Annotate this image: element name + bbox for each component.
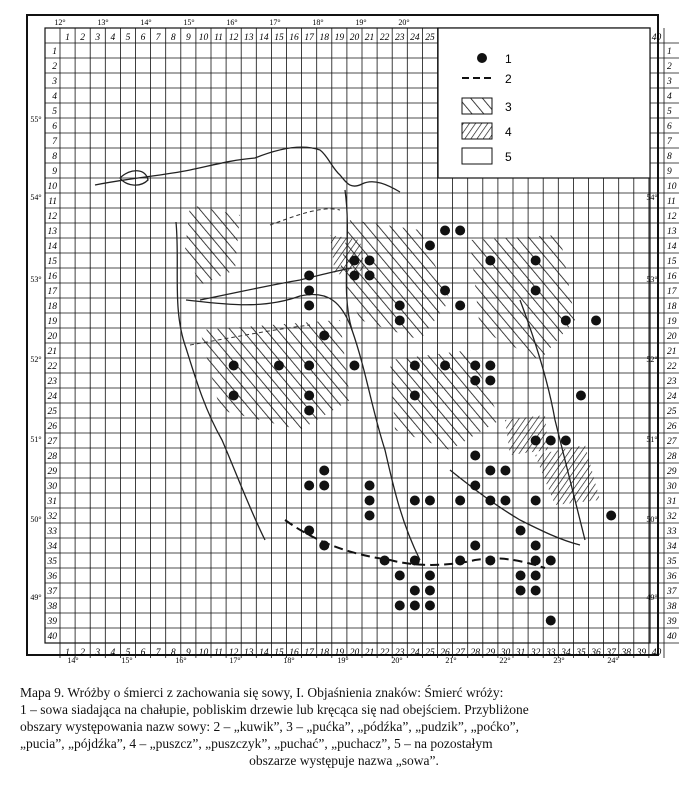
row-label-left: 18 bbox=[47, 302, 57, 312]
death-omen-point bbox=[531, 496, 541, 506]
row-label-right: 23 bbox=[667, 377, 677, 387]
column-label-top: 1 bbox=[65, 33, 70, 43]
column-label-top: 16 bbox=[289, 33, 299, 43]
latitude-label-right: 49° bbox=[646, 593, 658, 602]
row-label-left: 22 bbox=[47, 362, 57, 372]
longitude-label-bottom: 18° bbox=[283, 656, 295, 665]
column-label-top: 25 bbox=[425, 33, 435, 43]
column-label-bottom: 16 bbox=[289, 648, 299, 658]
column-label-bottom: 39 bbox=[636, 648, 647, 658]
row-label-right: 34 bbox=[667, 542, 677, 552]
column-label-bottom: 2 bbox=[80, 648, 86, 658]
row-label-left: 5 bbox=[52, 107, 57, 117]
death-omen-point bbox=[470, 451, 480, 461]
row-label-left: 32 bbox=[47, 512, 57, 522]
death-omen-point bbox=[561, 316, 571, 326]
row-label-left: 15 bbox=[47, 257, 57, 267]
death-omen-point bbox=[546, 436, 556, 446]
death-omen-point bbox=[365, 271, 375, 281]
death-omen-point bbox=[485, 556, 495, 566]
row-label-right: 39 bbox=[667, 617, 677, 627]
column-label-bottom: 21 bbox=[364, 648, 375, 658]
row-label-right: 18 bbox=[667, 302, 677, 312]
legend-label-1: 1 bbox=[505, 52, 512, 66]
column-label-bottom: 40 bbox=[651, 648, 662, 658]
row-label-left: 37 bbox=[47, 587, 57, 597]
death-omen-point bbox=[425, 601, 435, 611]
longitude-label-top: 16° bbox=[226, 18, 238, 27]
row-label-right: 12 bbox=[667, 212, 677, 222]
column-label-top: 18 bbox=[319, 33, 329, 43]
death-omen-point bbox=[531, 256, 541, 266]
death-omen-point bbox=[425, 241, 435, 251]
row-label-right: 8 bbox=[667, 152, 672, 162]
column-label-top: 15 bbox=[274, 33, 284, 43]
death-omen-point bbox=[531, 541, 541, 551]
row-label-left: 4 bbox=[52, 92, 57, 102]
column-label-bottom: 12 bbox=[228, 648, 239, 658]
column-label-top: 17 bbox=[304, 33, 314, 43]
column-label-bottom: 24 bbox=[410, 648, 420, 658]
row-label-left: 13 bbox=[47, 227, 57, 237]
death-omen-point bbox=[485, 361, 495, 371]
death-omen-point bbox=[365, 511, 375, 521]
legend-label-5: 5 bbox=[505, 150, 512, 164]
latitude-label-left: 52° bbox=[30, 355, 42, 364]
latitude-label-right: 51° bbox=[646, 435, 658, 444]
longitude-label-top: 20° bbox=[398, 18, 410, 27]
row-label-left: 21 bbox=[47, 347, 57, 357]
row-label-right: 22 bbox=[667, 362, 677, 372]
caption-line-4: „pucia”, „pójdźka”, 4 – „puszcz”, „puszczyk”, „puchać”, „puchacz”, 5 – na pozostałym bbox=[20, 736, 493, 751]
column-label-top: 24 bbox=[410, 33, 420, 43]
legend-item-3 bbox=[462, 98, 512, 114]
death-omen-point bbox=[546, 616, 556, 626]
column-label-bottom: 25 bbox=[425, 648, 435, 658]
row-label-right: 31 bbox=[667, 497, 677, 507]
row-label-left: 33 bbox=[47, 527, 57, 537]
column-label-bottom: 30 bbox=[500, 648, 511, 658]
death-omen-point bbox=[319, 466, 329, 476]
death-omen-point bbox=[531, 586, 541, 596]
column-label-bottom: 4 bbox=[110, 648, 116, 658]
death-omen-point bbox=[516, 526, 526, 536]
row-label-right: 32 bbox=[667, 512, 677, 522]
row-label-left: 40 bbox=[47, 632, 57, 642]
death-omen-point bbox=[349, 256, 359, 266]
death-omen-point bbox=[304, 481, 314, 491]
death-omen-point bbox=[440, 226, 450, 236]
longitude-label-top: 17° bbox=[269, 18, 281, 27]
row-label-right: 15 bbox=[667, 257, 677, 267]
area-3-west bbox=[185, 205, 240, 285]
column-label-bottom: 28 bbox=[470, 648, 480, 658]
column-label-top: 4 bbox=[110, 33, 116, 43]
death-omen-point bbox=[304, 406, 314, 416]
death-omen-point bbox=[395, 571, 405, 581]
death-omen-point bbox=[410, 496, 420, 506]
row-label-left: 35 bbox=[47, 557, 57, 567]
column-label-bottom: 22 bbox=[379, 648, 390, 658]
column-label-bottom: 17 bbox=[304, 648, 314, 658]
row-label-left: 23 bbox=[47, 377, 57, 387]
row-label-left: 19 bbox=[47, 317, 57, 327]
death-omen-point bbox=[395, 601, 405, 611]
death-omen-point bbox=[410, 601, 420, 611]
caption-line-3: obszary występowania nazw sowy: 2 – „kuwik”, 3 – „pućka”, „pódźka”, „pudzik”, „poćko”, bbox=[20, 719, 519, 734]
longitude-label-bottom: 15° bbox=[121, 656, 133, 665]
longitude-label-bottom: 20° bbox=[391, 656, 403, 665]
death-omen-point bbox=[395, 316, 405, 326]
longitude-label-bottom: 19° bbox=[337, 656, 349, 665]
row-label-right: 11 bbox=[667, 197, 676, 207]
longitude-label-bottom: 24° bbox=[607, 656, 619, 665]
row-label-left: 36 bbox=[47, 572, 57, 582]
row-label-right: 25 bbox=[667, 407, 677, 417]
death-omen-point bbox=[500, 496, 510, 506]
column-label-bottom: 36 bbox=[591, 648, 601, 658]
row-label-right: 35 bbox=[667, 557, 677, 567]
row-label-left: 34 bbox=[47, 542, 57, 552]
area-3-east bbox=[470, 235, 575, 360]
row-label-right: 3 bbox=[667, 77, 672, 87]
death-omen-point bbox=[425, 571, 435, 581]
caption-line-1: Mapa 9. Wróżby o śmierci z zachowania się sowy, I. Objaśnienia znaków: Śmierć wróży: bbox=[20, 685, 504, 700]
row-label-right: 24 bbox=[667, 392, 677, 402]
column-label-bottom: 1 bbox=[65, 648, 70, 658]
longitude-label-top: 14° bbox=[140, 18, 152, 27]
death-omen-point bbox=[304, 271, 314, 281]
death-omen-point bbox=[576, 391, 586, 401]
legend-label-3: 3 bbox=[505, 100, 512, 114]
column-label-top: 11 bbox=[214, 33, 223, 43]
death-omen-point bbox=[485, 496, 495, 506]
baltic-coastline bbox=[95, 147, 400, 192]
row-label-right: 5 bbox=[667, 107, 672, 117]
death-omen-point bbox=[349, 271, 359, 281]
row-label-right: 9 bbox=[667, 167, 672, 177]
latitude-label-left: 54° bbox=[30, 193, 42, 202]
map-caption bbox=[20, 684, 668, 769]
row-label-right: 21 bbox=[667, 347, 677, 357]
column-label-bottom: 34 bbox=[561, 648, 571, 658]
row-label-right: 4 bbox=[667, 92, 672, 102]
latitude-label-right: 50° bbox=[646, 515, 658, 524]
longitude-label-bottom: 17° bbox=[229, 656, 241, 665]
death-omen-point bbox=[410, 361, 420, 371]
death-omen-point bbox=[319, 481, 329, 491]
column-label-bottom: 23 bbox=[395, 648, 405, 658]
row-label-right: 14 bbox=[667, 242, 677, 252]
row-label-right: 40 bbox=[667, 632, 677, 642]
latitude-label-right: 53° bbox=[646, 275, 658, 284]
legend-symbol-empty bbox=[462, 148, 492, 164]
column-label-top: 21 bbox=[364, 33, 375, 43]
longitude-label-top: 13° bbox=[97, 18, 109, 27]
column-label-bottom: 13 bbox=[244, 648, 254, 658]
row-label-right: 17 bbox=[667, 287, 677, 297]
row-label-left: 6 bbox=[52, 122, 57, 132]
column-label-bottom: 29 bbox=[485, 648, 496, 658]
column-label-top: 8 bbox=[170, 33, 176, 43]
column-label-top: 40 bbox=[651, 33, 662, 43]
row-label-left: 14 bbox=[47, 242, 57, 252]
row-label-left: 1 bbox=[52, 47, 57, 57]
area-4-southeast bbox=[535, 445, 600, 505]
latitude-label-right: 52° bbox=[646, 355, 658, 364]
death-omen-point bbox=[440, 361, 450, 371]
row-label-right: 36 bbox=[667, 572, 677, 582]
longitude-label-bottom: 16° bbox=[175, 656, 187, 665]
column-label-bottom: 32 bbox=[530, 648, 541, 658]
row-label-left: 3 bbox=[52, 77, 57, 87]
column-label-top: 20 bbox=[349, 33, 360, 43]
death-omen-point bbox=[304, 391, 314, 401]
row-label-right: 26 bbox=[667, 422, 677, 432]
death-omen-point bbox=[455, 496, 465, 506]
column-label-bottom: 20 bbox=[349, 648, 360, 658]
row-label-right: 13 bbox=[667, 227, 677, 237]
row-label-left: 24 bbox=[47, 392, 57, 402]
legend-symbol-hatch-dense bbox=[462, 123, 492, 139]
death-omen-point bbox=[410, 391, 420, 401]
legend bbox=[438, 28, 650, 178]
latitude-label-left: 55° bbox=[30, 115, 42, 124]
death-omen-point bbox=[440, 286, 450, 296]
row-label-left: 25 bbox=[47, 407, 57, 417]
death-omen-point bbox=[410, 556, 420, 566]
row-label-left: 20 bbox=[47, 332, 57, 342]
latitude-label-left: 49° bbox=[30, 593, 42, 602]
longitude-label-top: 12° bbox=[54, 18, 66, 27]
column-label-bottom: 10 bbox=[198, 648, 209, 658]
death-omen-point bbox=[365, 256, 375, 266]
row-label-right: 16 bbox=[667, 272, 677, 282]
row-label-left: 30 bbox=[47, 482, 57, 492]
column-label-bottom: 5 bbox=[125, 648, 131, 658]
row-label-left: 2 bbox=[52, 62, 57, 72]
death-omen-point bbox=[485, 376, 495, 386]
longitude-label-bottom: 21° bbox=[445, 656, 457, 665]
death-omen-point bbox=[304, 286, 314, 296]
latitude-label-left: 53° bbox=[30, 275, 42, 284]
death-omen-point bbox=[319, 541, 329, 551]
column-label-bottom: 18 bbox=[319, 648, 329, 658]
legend-symbol-hatch-sparse bbox=[462, 98, 492, 114]
death-omen-point bbox=[516, 571, 526, 581]
death-omen-point bbox=[485, 256, 495, 266]
row-label-right: 6 bbox=[667, 122, 672, 132]
row-label-right: 7 bbox=[667, 137, 672, 147]
row-label-left: 7 bbox=[52, 137, 57, 147]
column-label-bottom: 33 bbox=[546, 648, 556, 658]
column-label-top: 22 bbox=[379, 33, 390, 43]
row-label-left: 26 bbox=[47, 422, 57, 432]
legend-item-5 bbox=[462, 148, 512, 164]
death-omen-point bbox=[349, 361, 359, 371]
death-omen-point bbox=[229, 361, 239, 371]
column-label-bottom: 27 bbox=[455, 648, 465, 658]
column-label-top: 6 bbox=[140, 33, 146, 43]
column-label-bottom: 38 bbox=[621, 648, 631, 658]
death-omen-point bbox=[516, 586, 526, 596]
death-omen-point bbox=[304, 526, 314, 536]
death-omen-point bbox=[274, 361, 284, 371]
latitude-label-left: 50° bbox=[30, 515, 42, 524]
legend-label-2: 2 bbox=[505, 72, 512, 86]
row-label-left: 8 bbox=[52, 152, 57, 162]
column-label-top: 2 bbox=[80, 33, 86, 43]
column-label-top: 13 bbox=[244, 33, 254, 43]
row-label-left: 31 bbox=[47, 497, 57, 507]
column-label-bottom: 37 bbox=[606, 648, 616, 658]
row-label-right: 2 bbox=[667, 62, 672, 72]
row-label-right: 33 bbox=[667, 527, 677, 537]
row-label-right: 38 bbox=[667, 602, 677, 612]
column-label-top: 14 bbox=[259, 33, 269, 43]
column-label-top: 10 bbox=[198, 33, 209, 43]
latitude-label-right: 54° bbox=[646, 193, 658, 202]
row-label-left: 38 bbox=[47, 602, 57, 612]
row-label-right: 10 bbox=[667, 182, 677, 192]
death-omen-point bbox=[410, 586, 420, 596]
row-label-right: 1 bbox=[667, 47, 672, 57]
latitude-label-left: 51° bbox=[30, 435, 42, 444]
death-omen-point bbox=[229, 391, 239, 401]
column-label-top: 9 bbox=[185, 33, 191, 43]
column-label-bottom: 8 bbox=[170, 648, 176, 658]
longitude-label-top: 18° bbox=[312, 18, 324, 27]
row-label-right: 20 bbox=[667, 332, 677, 342]
death-omen-point bbox=[455, 226, 465, 236]
death-omen-point bbox=[304, 301, 314, 311]
death-omen-point bbox=[425, 586, 435, 596]
death-omen-point bbox=[546, 556, 556, 566]
column-label-top: 12 bbox=[228, 33, 239, 43]
row-label-right: 29 bbox=[667, 467, 677, 477]
death-omen-point bbox=[304, 361, 314, 371]
column-label-bottom: 35 bbox=[576, 648, 586, 658]
death-omen-point bbox=[470, 541, 480, 551]
death-omen-point bbox=[531, 436, 541, 446]
death-omen-point bbox=[531, 571, 541, 581]
column-label-top: 3 bbox=[95, 33, 101, 43]
death-omen-point bbox=[470, 361, 480, 371]
column-label-top: 7 bbox=[155, 33, 161, 43]
row-label-left: 11 bbox=[48, 197, 57, 207]
death-omen-point bbox=[365, 481, 375, 491]
death-omen-point bbox=[561, 436, 571, 446]
row-label-left: 9 bbox=[52, 167, 57, 177]
death-omen-point bbox=[591, 316, 601, 326]
column-label-top: 23 bbox=[395, 33, 405, 43]
death-omen-point bbox=[455, 301, 465, 311]
caption-line-5: obszarze występuje nazwa „sowa”. bbox=[249, 753, 439, 768]
legend-label-4: 4 bbox=[505, 125, 512, 139]
row-label-right: 28 bbox=[667, 452, 677, 462]
longitude-label-bottom: 14° bbox=[67, 656, 79, 665]
column-label-bottom: 26 bbox=[440, 648, 450, 658]
row-label-left: 16 bbox=[47, 272, 57, 282]
death-omen-point bbox=[455, 556, 465, 566]
row-label-right: 37 bbox=[667, 587, 677, 597]
row-label-left: 39 bbox=[47, 617, 57, 627]
row-label-left: 29 bbox=[47, 467, 57, 477]
death-omen-point bbox=[395, 301, 405, 311]
row-label-right: 19 bbox=[667, 317, 677, 327]
death-omen-point bbox=[380, 556, 390, 566]
longitude-label-top: 15° bbox=[183, 18, 195, 27]
column-label-bottom: 11 bbox=[214, 648, 223, 658]
death-omen-point bbox=[485, 466, 495, 476]
death-omen-point bbox=[531, 556, 541, 566]
column-label-bottom: 3 bbox=[95, 648, 101, 658]
area-4-east bbox=[505, 415, 548, 455]
row-label-left: 27 bbox=[47, 437, 57, 447]
caption-line-2: 1 – sowa siadająca na chałupie, pobliskim drzewie lub kręcąca się nad obejściem. Przybliżone bbox=[20, 702, 529, 717]
death-omen-point bbox=[531, 286, 541, 296]
column-label-bottom: 14 bbox=[259, 648, 269, 658]
row-label-left: 12 bbox=[47, 212, 57, 222]
death-omen-point bbox=[425, 496, 435, 506]
column-label-bottom: 15 bbox=[274, 648, 284, 658]
row-label-left: 17 bbox=[47, 287, 57, 297]
death-omen-point bbox=[365, 496, 375, 506]
column-label-top: 19 bbox=[334, 33, 345, 43]
row-label-right: 27 bbox=[667, 437, 677, 447]
column-label-bottom: 31 bbox=[515, 648, 526, 658]
death-omen-point bbox=[319, 331, 329, 341]
death-omen-point bbox=[470, 481, 480, 491]
death-omen-point bbox=[470, 376, 480, 386]
column-label-top: 5 bbox=[125, 33, 131, 43]
row-label-left: 28 bbox=[47, 452, 57, 462]
longitude-label-bottom: 22° bbox=[499, 656, 511, 665]
column-label-bottom: 9 bbox=[185, 648, 191, 658]
death-omen-point bbox=[606, 511, 616, 521]
column-label-bottom: 6 bbox=[140, 648, 146, 658]
column-label-bottom: 19 bbox=[334, 648, 345, 658]
longitude-label-top: 19° bbox=[355, 18, 367, 27]
column-label-bottom: 7 bbox=[155, 648, 161, 658]
death-omen-point bbox=[500, 466, 510, 476]
longitude-label-bottom: 23° bbox=[553, 656, 565, 665]
row-label-left: 10 bbox=[47, 182, 57, 192]
legend-item-4 bbox=[462, 123, 512, 139]
legend-symbol-dot bbox=[477, 53, 487, 63]
row-label-right: 30 bbox=[667, 482, 677, 492]
